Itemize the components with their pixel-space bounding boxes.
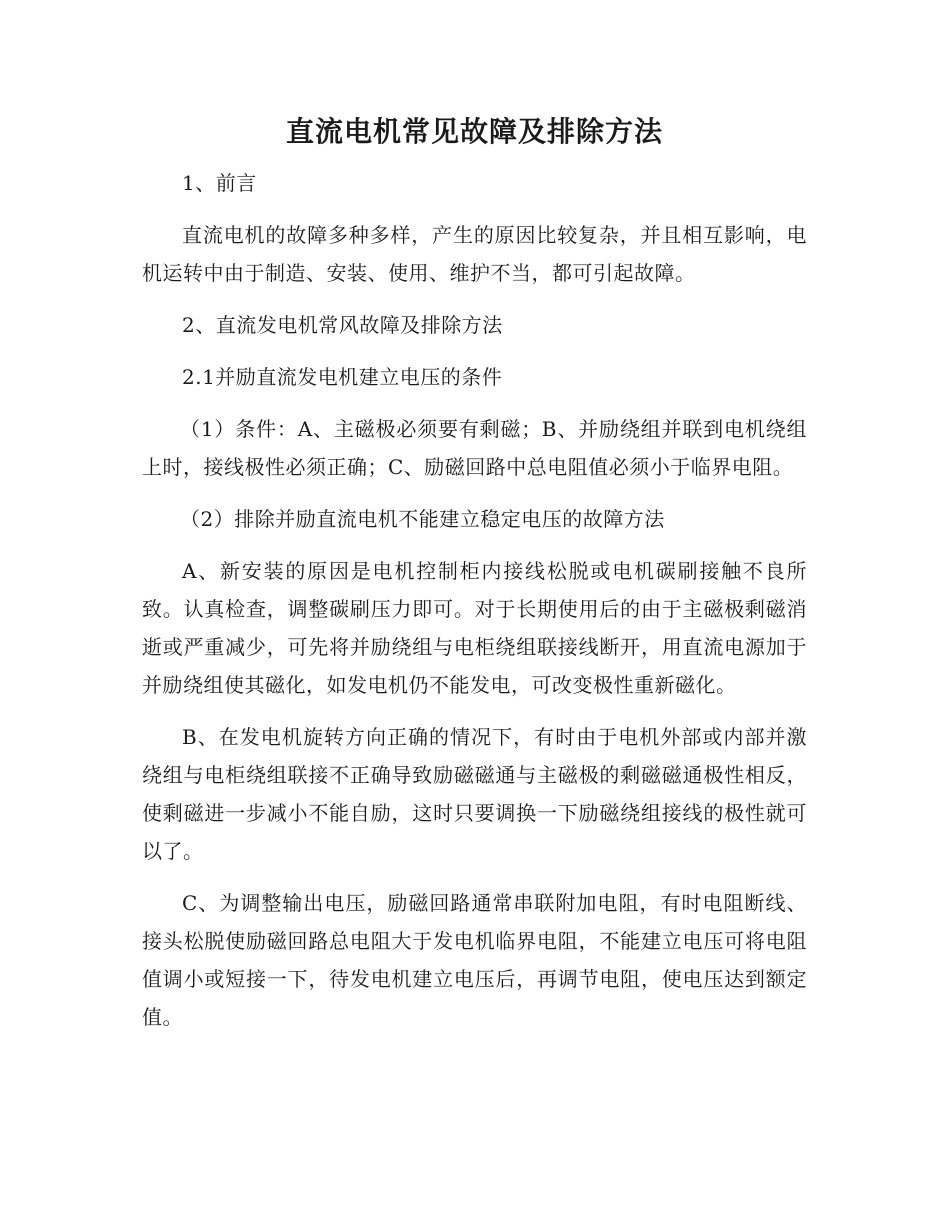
section-heading-faults: 2、直流发电机常风故障及排除方法 [182, 313, 503, 337]
troubleshooting-heading: （2）排除并励直流电机不能建立稳定电压的故障方法 [180, 507, 665, 531]
paragraph-b: B、在发电机旋转方向正确的情况下，有时由于电机外部或内部并激绕组与电柜绕组联接不正确导致励磁磁通与主磁极的剩磁磁通极性相反，使剩磁进一步减小不能自励，这时只要调换一下励磁绕组接线的极性就可以了。 [142, 725, 807, 863]
document-body [142, 164, 807, 1050]
conditions-paragraph: （1）条件：A、主磁极必须要有剩磁；B、并励绕组并联到电机绕组上时，接线极性必须正确；C、励磁回路中总电阻值必须小于临界电阻。 [142, 417, 807, 479]
preface-paragraph: 直流电机的故障多种多样，产生的原因比较复杂，并且相互影响，电机运转中由于制造、安装、使用、维护不当，都可引起故障。 [142, 223, 807, 285]
document-title: 直流电机常见故障及排除方法 [285, 115, 663, 148]
paragraph-c: C、为调整输出电压，励磁回路通常串联附加电阻，有时电阻断线、接头松脱使励磁回路总电阻大于发电机临界电阻，不能建立电压可将电阻值调小或短接一下，待发电机建立电压后，再调节电阻，使电压达到额定值。 [142, 891, 807, 1029]
section-heading-preface: 1、前言 [182, 171, 257, 195]
subsection-heading-2-1: 2.1并励直流发电机建立电压的条件 [182, 365, 503, 389]
paragraph-a: A、新安装的原因是电机控制柜内接线松脱或电机碳刷接触不良所致。认真检查，调整碳刷压力即可。对于长期使用后的由于主磁极剩磁消逝或严重减少，可先将并励绕组与电柜绕组联接线断开，用直流电源加于并励绕组使其磁化，如发电机仍不能发电，可改变极性重新磁化。 [142, 559, 807, 697]
